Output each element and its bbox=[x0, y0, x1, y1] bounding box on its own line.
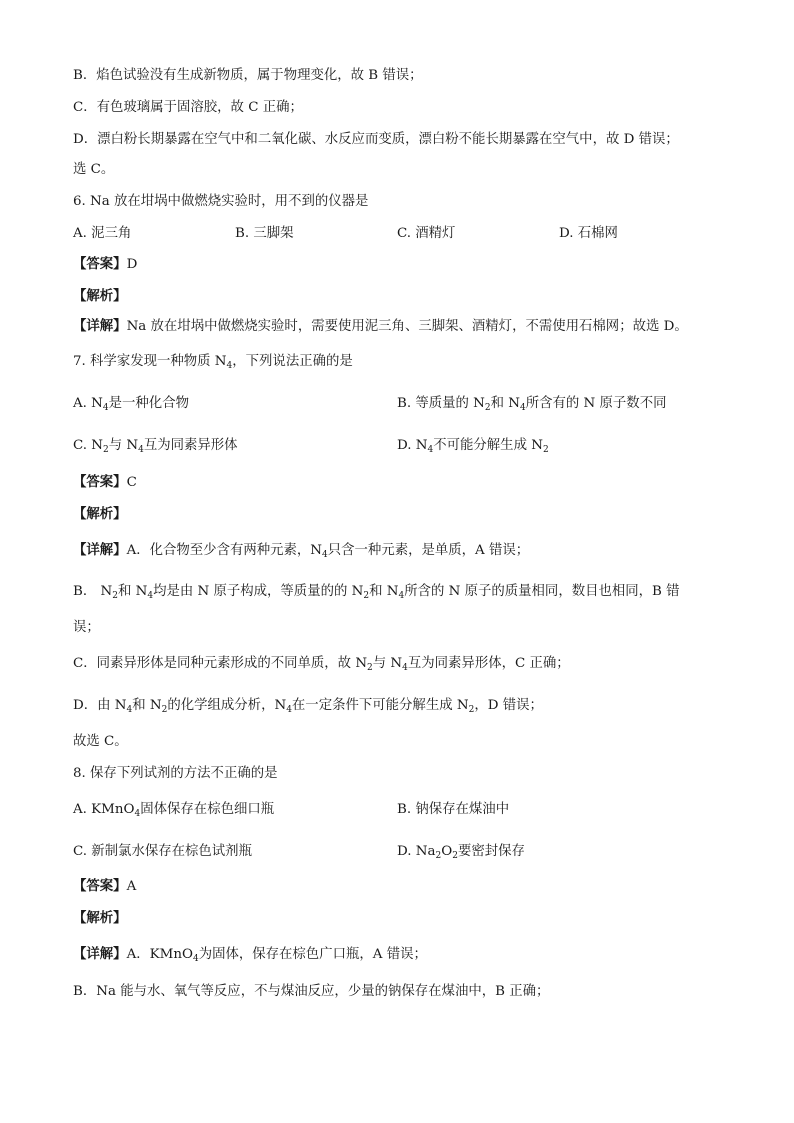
q7-detail-d: D．由 $N_4$和 $N_2$的化学组成分析，$N_4$在一定条件下可能分解生成 $N_2$，D 错误； bbox=[73, 698, 543, 715]
answer-tag: 【答案】 bbox=[73, 256, 127, 272]
q8-option-c: C. 新制氯水保存在棕色试剂瓶 bbox=[73, 844, 252, 859]
answer-tag: 【答案】 bbox=[73, 474, 127, 490]
q8-answer bbox=[73, 876, 136, 897]
q7-detail-a: 【详解】A．化合物至少含有两种元素，$N_4$只含一种元素，是单质，A 错误； bbox=[73, 542, 530, 560]
q6-option-a: A. 泥三角 bbox=[73, 226, 132, 241]
answer-value: C bbox=[126, 475, 137, 490]
answer-value: D bbox=[126, 257, 138, 272]
q6-answer bbox=[73, 254, 137, 275]
q7-option-a: A. $N_4$是一种化合物 bbox=[73, 396, 189, 413]
q5-option-c-explanation: C．有色玻璃属于固溶胶，故 C 正确； bbox=[73, 100, 303, 115]
q7-option-b: B. 等质量的 $N_2$和 $N_4$所含有的 N 原子数不同 bbox=[397, 396, 667, 413]
q6-option-c: C. 酒精灯 bbox=[397, 226, 456, 241]
q6-stem: 6. Na 放在坩埚中做燃烧实验时，用不到的仪器是 bbox=[73, 194, 369, 209]
detail-tag: 【详解】 bbox=[73, 946, 127, 962]
detail-tag: 【详解】 bbox=[73, 542, 127, 558]
q7-detail-c: C．同素异形体是同种元素形成的不同单质，故 $N_2$与 $N_4$互为同素异形体，C 正确； bbox=[73, 656, 570, 673]
q8-option-d: D. $Na_2O_2$要密封保存 bbox=[397, 844, 525, 861]
q6-analysis-tag: 【解析】 bbox=[73, 288, 127, 304]
q5-option-d-explanation: D．漂白粉长期暴露在空气中和二氧化碳、水反应而变质，漂白粉不能长期暴露在空气中，故 D 错误； bbox=[73, 132, 679, 147]
q8-option-a: A. KMnO$_4$固体保存在棕色细口瓶 bbox=[73, 802, 275, 819]
q5-option-b-explanation: B．焰色试验没有生成新物质，属于物理变化，故 B 错误； bbox=[73, 68, 423, 83]
q7-option-d: D. $N_4$不可能分解生成 $N_2$ bbox=[397, 438, 549, 455]
q7-detail-b-continued: 误； bbox=[73, 620, 100, 635]
answer-tag: 【答案】 bbox=[73, 878, 127, 894]
q8-option-b: B. 钠保存在煤油中 bbox=[397, 802, 510, 817]
q8-detail-a: 【详解】A．KMnO$_4$为固体，保存在棕色广口瓶，A 错误； bbox=[73, 946, 427, 964]
q6-option-d: D. 石棉网 bbox=[559, 226, 618, 241]
q7-answer bbox=[73, 472, 137, 493]
q6-detail: 【详解】Na 放在坩埚中做燃烧实验时，需要使用泥三角、三脚架、酒精灯，不需使用石棉网；故选 D。 bbox=[73, 318, 688, 334]
detail-tag: 【详解】 bbox=[73, 318, 127, 334]
q7-analysis-tag: 【解析】 bbox=[73, 506, 127, 522]
q8-detail-b: B．Na 能与水、氧气等反应，不与煤油反应，少量的钠保存在煤油中，B 正确； bbox=[73, 984, 550, 999]
q7-stem: 7. 科学家发现一种物质 $N_4$，下列说法正确的是 bbox=[73, 354, 353, 371]
q7-option-c: C. $N_2$与 $N_4$互为同素异形体 bbox=[73, 438, 238, 455]
q7-conclusion: 故选 C。 bbox=[73, 734, 128, 749]
q5-conclusion: 选 C。 bbox=[73, 162, 115, 177]
q7-detail-b: B． $N_2$和 $N_4$均是由 N 原子构成，等质量的的 $N_2$和 $N_4$所含的 N 原子的质量相同，数目也相同，B 错 bbox=[73, 584, 680, 601]
q6-option-b: B. 三脚架 bbox=[235, 226, 294, 241]
q8-analysis-tag: 【解析】 bbox=[73, 910, 127, 926]
answer-value: A bbox=[126, 879, 137, 894]
q8-stem: 8. 保存下列试剂的方法不正确的是 bbox=[73, 766, 278, 781]
